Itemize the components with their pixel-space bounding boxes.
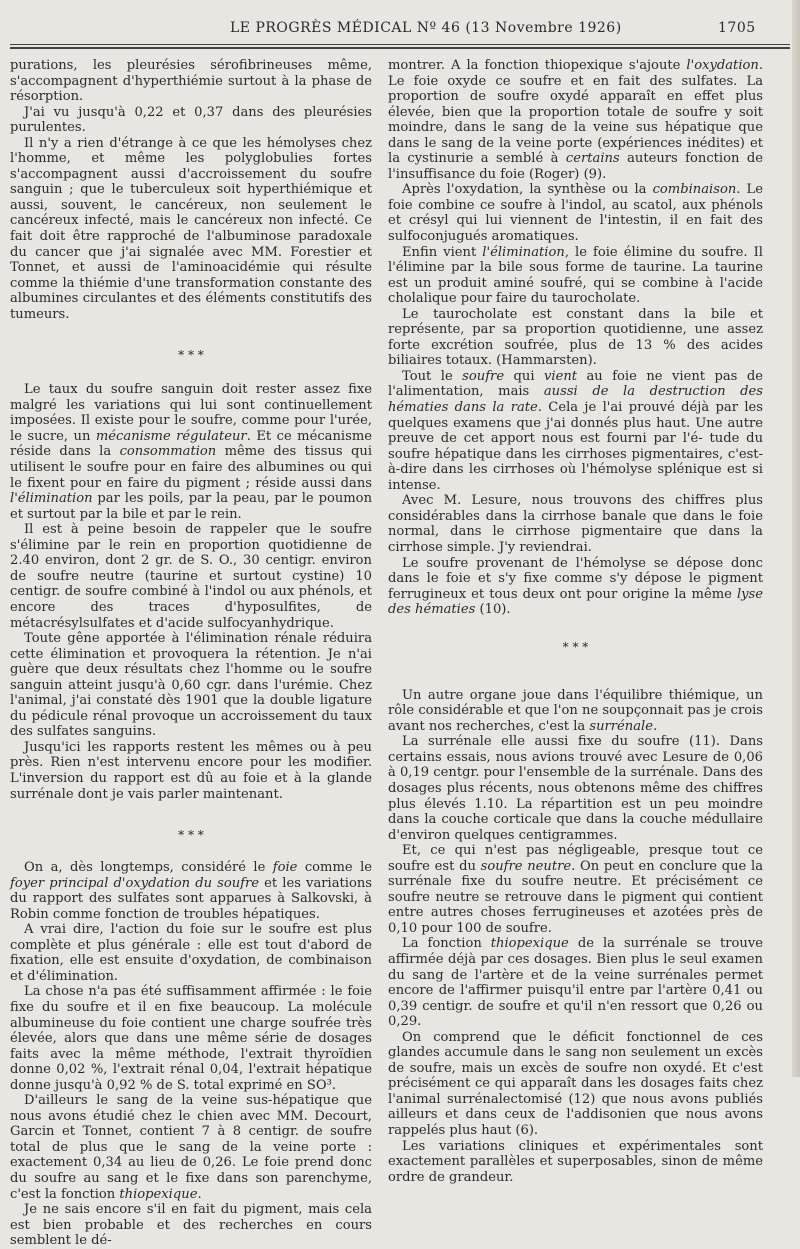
paragraph: Avec M. Lesure, nous trouvons des chiffres plus considérables dans la cirrhose banale que dans le foie normal, dans le cirrhose pigmentaire que dans la cirrhose simple. J'y reviendrai. bbox=[388, 493, 763, 555]
paragraph: Toute gêne apportée à l'élimination rénale réduira cette élimination et provoquera la rétention. Je n'ai guère que deux résultats chez l'homme ou le soufre sanguin atteint jusqu'à 0,60 cgr. dans l'urémie. Chez l'animal, j'ai constaté dès 1901 que la double ligature du pédicule rénal provoque un accroissement du taux des sulfates sanguins. bbox=[10, 631, 372, 740]
paragraph: D'ailleurs le sang de la veine sus-hépatique que nous avons étudié chez le chien avec MM. Decourt, Garcin et Tonnet, contient 7 à 8 centigr. de soufre total de plus que le sang de la veine porte : exactement 0,34 au lieu de 0,26. Le foie prend donc du soufre au sang et le fixe dans son parenchyme, c'est la fonction thiopexique. bbox=[10, 1093, 372, 1202]
paragraph: Après l'oxydation, la synthèse ou la combinaison. Le foie combine ce soufre à l'indol, au scatol, aux phénols et crésyl qui lui viennent de l'intestin, il en fait des sulfoconjugués aromatiques. bbox=[388, 182, 763, 245]
paragraph: Tout le soufre qui vient au foie ne vient pas de l'alimentation, mais aussi de la destruction des hématies dans la rate. Cela je l'ai prouvé déjà par les quelques examens que j'ai donnés plus haut. Une autre preuve de cet apport nous est fourni par l'é- tude du soufre hépatique dans les cirrhoses pigmentaires, c'est-à-dire dans les cirrhoses où l'hémolyse splénique est si intense. bbox=[388, 368, 763, 493]
paragraph: Un autre organe joue dans l'équilibre thiémique, un rôle considérable et que l'on ne soupçonnait pas je crois avant nos recherches, c'est la surrénale. bbox=[388, 687, 763, 734]
right-column bbox=[388, 58, 763, 1185]
header-rule-thick bbox=[10, 47, 790, 49]
header-rule bbox=[10, 44, 790, 45]
page-number: 1705 bbox=[718, 20, 756, 36]
paragraph: Jusqu'ici les rapports restent les mêmes ou à peu près. Rien n'est intervenu encore pour les modifier. L'inversion du rapport est dû au foie et à la glande surrénale dont je vais parler maintenant. bbox=[10, 739, 372, 802]
paragraph: purations, les pleurésies sérofibrineuses même, s'accompagnent d'hyperthiémie surtout à la phase de résorption. bbox=[10, 58, 372, 105]
paragraph: montrer. A la fonction thiopexique s'ajoute l'oxydation. Le foie oxyde ce soufre et en fait des sulfates. La proportion de soufre oxydé apparaît en effet plus élevée, bien que la proportion totale de soufre y soit moindre, dans le sang de la veine sus hépatique que dans le sang de la veine porte (expériences inédites) et la cystinurie a semblé à certains auteurs fonction de l'insuffisance du foie (Roger) (9). bbox=[388, 58, 763, 182]
paragraph: Enfin vient l'élimination, le foie élimine du soufre. Il l'élimine par la bile sous forme de taurine. La taurine est un produit aminé soufré, qui se combine à l'acide cholalique pour faire du taurocholate. bbox=[388, 244, 763, 307]
paragraph: La surrénale elle aussi fixe du soufre (11). Dans certains essais, nous avions trouvé avec Lesure de 0,06 à 0,19 centgr. pour l'ensemble de la surrénale. Dans des dosages plus récents, nous obtenons même des chiffres plus élevés 1.10. La répartition est un peu moindre dans la couche corticale que dans la couche médullaire d'environ quelques centigrammes. bbox=[388, 734, 763, 843]
left-column bbox=[10, 58, 372, 1249]
paragraph: Le soufre provenant de l'hémolyse se dépose donc dans le foie et s'y fixe comme s'y dépose le pigment ferrugineux et tous deux ont pour origine la même lyse des hématies (10). bbox=[388, 555, 763, 618]
running-header bbox=[0, 20, 800, 42]
section-separator: * * * bbox=[178, 828, 204, 843]
page-edge-shadow bbox=[792, 0, 800, 1077]
paragraph: On a, dès longtemps, considéré le foie comme le foyer principal d'oxydation du soufre et les variations du rapport des sulfates sont apparues à Salkovski, à Robin comme fonction de troubles hépatiques. bbox=[10, 860, 373, 922]
paragraph: Il n'y a rien d'étrange à ce que les hémolyses chez l'homme, et même les polyglobulies fortes s'accompagnent aussi d'accroissement du soufre sanguin ; que le tuberculeux soit hyperthiémique et aussi, souvent, le cancéreux, non seulement le cancéreux infecté, mais le cancéreux non infecté. Ce fait doit être rapproché de l'albuminose paradoxale du cancer que j'ai signalée avec MM. Forestier et Tonnet, et aussi de l'aminoacidémie qui résulte comme la thiémie d'une transformation constante des albumines circulantes et des éléments constitutifs des tumeurs. bbox=[10, 135, 372, 322]
journal-title: LE PROGRÈS MÉDICAL Nº 46 (13 Novembre 1926) bbox=[230, 20, 622, 36]
paragraph: Le taurocholate est constant dans la bile et représente, par sa proportion quotidienne, une assez forte excrétion soufrée, plus de 13 % des acides biliaires totaux. (Hammarsten). bbox=[388, 306, 763, 369]
paragraph: La chose n'a pas été suffisamment affirmée : le foie fixe du soufre et il en fixe beaucoup. La molécule albumineuse du foie contient une charge soufrée très élevée, alors que dans une même série de dosages faits avec la même méthode, l'extrait thyroïdien donne 0,02 %, l'extrait rénal 0,04, l'extrait hépatique donne jusqu'à 0,92 % de S. total exprimé en SO³. bbox=[10, 984, 372, 1093]
paragraph: A vrai dire, l'action du foie sur le soufre est plus complète et plus générale : elle est tout d'abord de fixation, elle est ensuite d'oxydation, de combinaison et d'élimination. bbox=[10, 922, 372, 984]
section-separator: * * * bbox=[562, 639, 589, 654]
paragraph: La fonction thiopexique de la surrénale se trouve affirmée déjà par ces dosages. Bien plus le seul examen du sang de l'artère et de la veine surrénales permet encore de l'affirmer puisqu'il entre par l'artère 0,41 ou 0,39 centigr. de soufre et qu'il n'en ressort que 0,26 ou 0,29. bbox=[388, 936, 763, 1030]
paragraph: Il est à peine besoin de rappeler que le soufre s'élimine par le rein en proportion quotidienne de 2.40 environ, dont 2 gr. de S. O., 30 centigr. environ de soufre neutre (taurine et surtout cystine) 10 centigr. de soufre combiné à l'indol ou aux phénols, et encore des traces d'hyposulfites, de métacrésylsulfates et d'acide sulfocyanhydrique. bbox=[10, 522, 372, 631]
paragraph: Les variations cliniques et expérimentales sont exactement parallèles et superposables, sinon de même ordre de grandeur. bbox=[388, 1138, 763, 1185]
section-separator: * * * bbox=[178, 348, 204, 363]
paragraph: J'ai vu jusqu'à 0,22 et 0,37 dans des pleurésies purulentes. bbox=[10, 104, 372, 136]
paragraph: On comprend que le déficit fonctionnel de ces glandes accumule dans le sang non seulement un excès de soufre, mais un excès de soufre non oxydé. Et c'est précisément ce qui apparaît dans les dosages faits chez l'animal surrénalectomisé (12) que nous avons publiés ailleurs et dans ceux de l'addisonien que nous avons rappelés plus haut (6). bbox=[388, 1029, 763, 1138]
paragraph: Je ne sais encore s'il en fait du pigment, mais cela est bien probable et des recherches en cours semblent le dé- bbox=[10, 1202, 372, 1249]
paragraph: Le taux du soufre sanguin doit rester assez fixe malgré les variations qui lui sont continuellement imposées. Il existe pour le soufre, comme pour l'urée, le sucre, un mécanisme régulateur. Et ce mécanisme réside dans la consommation même des tissus qui utilisent le soufre pour en faire des albumines ou qui le fixent pour en faire du pigment ; réside aussi dans l'élimination par les poils, par la peau, par le poumon et surtout par la bile et par le rein. bbox=[10, 382, 373, 522]
paragraph: Et, ce qui n'est pas négligeable, presque tout ce soufre est du soufre neutre. On peut en conclure que la surrénale fixe du soufre neutre. Et précisément ce soufre neutre se retrouve dans le pigment qui contient entre autres choses ferrugineuses et azotées près de 0,10 pour 100 de soufre. bbox=[388, 843, 764, 936]
